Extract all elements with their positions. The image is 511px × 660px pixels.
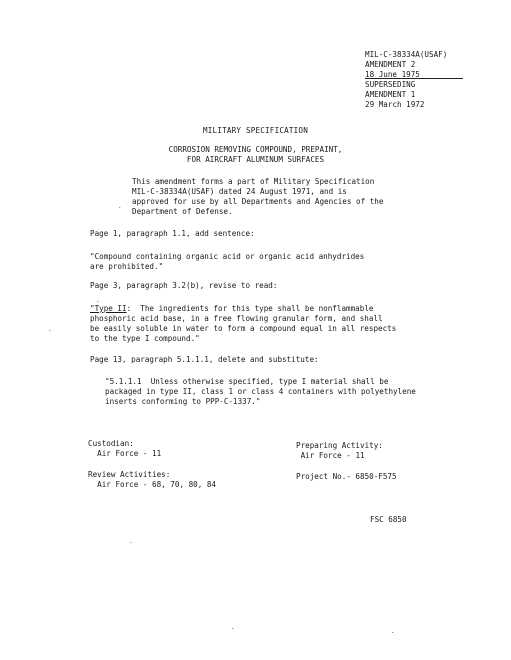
- custodian-label: Custodian:: [88, 439, 134, 448]
- project-number: Project No.- 6850-F575: [296, 472, 397, 481]
- custodian-value: Air Force - 11: [97, 449, 162, 459]
- preparing-label: Preparing Activity:: [296, 441, 383, 450]
- change-2-instruction: Page 3, paragraph 3.2(b), revise to read:: [90, 281, 278, 290]
- review-label: Review Activities:: [88, 470, 171, 479]
- change-text-line: phosphoric acid base, in a free flowing granular form, and shall: [90, 314, 383, 324]
- scan-speck: .: [129, 538, 133, 545]
- change-text-line: "5.1.1.1 Unless otherwise specified, type I material shall be: [105, 377, 389, 386]
- change-text-line: "Compound containing organic acid or organic acid anhydrides: [90, 252, 365, 261]
- intro-line: MIL-C-38334A(USAF) dated 24 August 1971, and is: [132, 187, 347, 197]
- review-value: Air Force - 68, 70, 80, 84: [97, 480, 217, 490]
- superseded-amendment: AMENDMENT 1: [365, 90, 416, 100]
- change-text-line: : The ingredients for this type shall be nonflammable: [126, 304, 374, 313]
- change-1-instruction: Page 1, paragraph 1.1, add sentence:: [90, 229, 255, 238]
- custodian-block: [88, 439, 161, 459]
- header-rule: [367, 78, 463, 79]
- change-3-text: [105, 377, 416, 407]
- change-text-line: to the type I compound.": [90, 334, 200, 344]
- change-2-text: [90, 304, 396, 344]
- fsc-code: FSC 6850: [370, 515, 407, 524]
- change-3-instruction: Page 13, paragraph 5.1.1.1, delete and substitute:: [90, 355, 319, 364]
- amendment-date: 18 June 1975: [365, 70, 420, 80]
- intro-line: This amendment forms a part of Military Specification: [132, 177, 375, 186]
- scan-speck: .: [231, 624, 235, 631]
- type-ii-label: "Type II: [90, 304, 127, 313]
- change-1-text: [90, 252, 364, 272]
- superseded-date: 29 March 1972: [365, 100, 425, 110]
- amendment-number: AMENDMENT 2: [365, 60, 416, 70]
- superseding-label: SUPERSEDING: [365, 80, 416, 90]
- document-title: MILITARY SPECIFICATION: [203, 126, 308, 135]
- change-text-line: inserts conforming to PPP-C-1337.": [105, 397, 261, 407]
- change-text-line: are prohibited.": [90, 262, 164, 272]
- change-text-line: be easily soluble in water to form a compound equal in all respects: [90, 324, 397, 334]
- subtitle-line-2: FOR AIRCRAFT ALUMINUM SURFACES: [186, 155, 325, 165]
- doc-number: MIL-C-38334A(USAF): [365, 50, 448, 59]
- preparing-activity-block: [296, 441, 383, 461]
- scan-speck: .: [96, 297, 100, 304]
- scan-speck: .: [48, 326, 52, 333]
- intro-line: Department of Defense.: [132, 207, 233, 217]
- scan-speck: .: [118, 203, 122, 210]
- preparing-value: Air Force - 11: [300, 451, 365, 461]
- document-subtitle: [0, 145, 511, 165]
- scan-speck: .: [391, 628, 395, 635]
- subtitle-line-1: CORROSION REMOVING COMPOUND, PREPAINT,: [168, 145, 343, 154]
- review-activities-block: [88, 470, 216, 490]
- document-identifier-block: [365, 50, 447, 110]
- change-text-line: packaged in type II, class 1 or class 4 containers with polyethylene: [105, 387, 416, 397]
- intro-line: approved for use by all Departments and Agencies of the: [132, 197, 384, 207]
- intro-paragraph: [132, 177, 383, 217]
